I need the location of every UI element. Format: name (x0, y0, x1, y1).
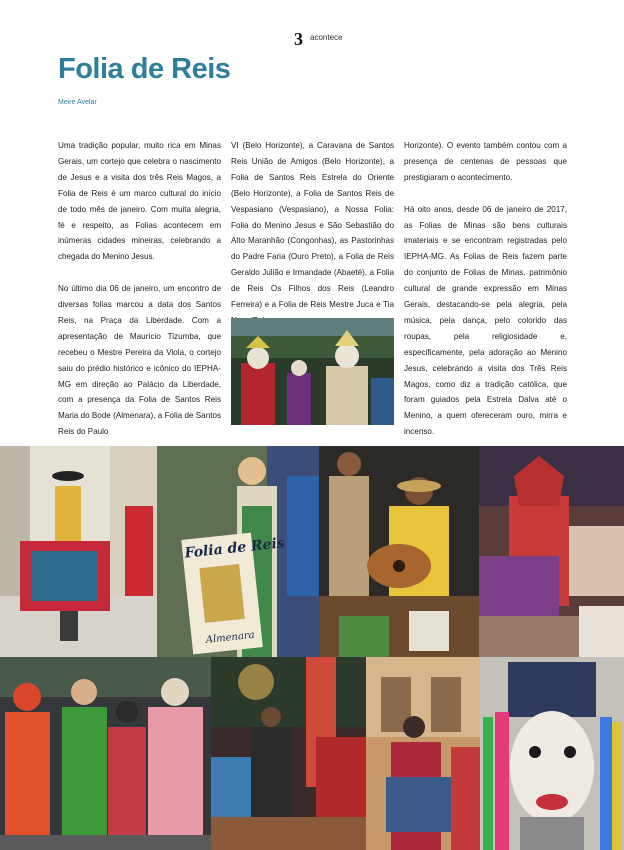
banner-text: Folia de Reis (183, 535, 286, 562)
text-column-1 (58, 138, 221, 456)
photo-church-procession (211, 657, 366, 850)
article-title: Folia de Reis (58, 53, 231, 85)
paragraph: Há oito anos, desde 06 de janeiro de 2017, as Folias de Minas são bens culturais imateriais e se encontram registradas pelo IEPHA-MG. As Folias de Reis fazem parte do conjunto de Folias de Minas, patrimônio cultural de grande expressão em Minas Gerais, destacando-se pela alegria, pela música, pela dança, pelo colorido das roupas, pela religiosidade e, especificamente, pela adoração ao Menino Jesus, celebrando a visita dos Três Reis Magos, como diz a tradição católica, que foram guiados pela Estrela Dalva até o Menino, a quem ofereceram ouro, mirra e incenso. (404, 204, 567, 437)
paragraph: Horizonte). O evento também contou com a presença de centenas de pessoas que prestigiaram o acontecimento. (404, 141, 567, 182)
photo-palace-performers (366, 657, 480, 850)
author-byline: Meire Avelar (58, 99, 97, 106)
section-label: acontece (310, 33, 343, 42)
banner-subtext: Almenara (205, 629, 256, 646)
photo-masked-kings (231, 318, 394, 425)
text-column-2 (231, 138, 394, 345)
text-column-3 (404, 138, 567, 456)
photo-colorful-costume (479, 446, 624, 657)
page-number: 3 (294, 29, 303, 49)
paragraph: VI (Belo Horizonte), a Caravana de Santos Reis União de Amigos (Belo Horizonte), a Folia de Santos Reis Estrela do Oriente (Belo Horizonte), a Folia de Santos Reis de Vespasiano (Vespasiano), a Nossa Folia: Folia do Menino Jesus e São Sebastião do Alto Maranhão (Congonhas), as Pastorinhas do Padre Faria (Ouro Preto), a Folia de Reis Geraldo Julião e Irmandade (Abaeté), a Folia de Reis Os Filhos dos Reis (Leandro Ferreira) e a Folia de Reis Mestre Juca e Tia (231, 141, 394, 310)
paragraph: No último dia 06 de janeiro, um encontro de diversas folias marcou a data dos Santos Reis, na Praça da Liberdade. Com a apresentação de Maurício Tizumba, que recebeu o Mestre Pereira da Viola, o cortejo saiu do prédio histórico e icônico do IEPHA-MG em direção ao Palácio da Liberdade, com a presença da Folia de Santos Reis Maria do Bode (Almenara), a Folia de Santos Reis do Paulo (58, 284, 221, 437)
photo-guitarists (319, 446, 479, 657)
photo-masked-group (0, 657, 211, 850)
photo-folia-banner (157, 446, 319, 657)
paragraph: Uma tradição popular, muito rica em Minas Gerais, um cortejo que celebra o nascimento de Jesus e a visita dos três Reis Magos, a Folia de Reis é um marco cultural do início de todo mês de janeiro. Com muita alegria, fé e respeito, as Folias acontecem em inúmeras cidades mineiras, celebrando a chegada do Menino Jesus. (58, 141, 221, 262)
photo-mask-closeup (480, 657, 624, 850)
photo-flag-bearer (0, 446, 157, 657)
